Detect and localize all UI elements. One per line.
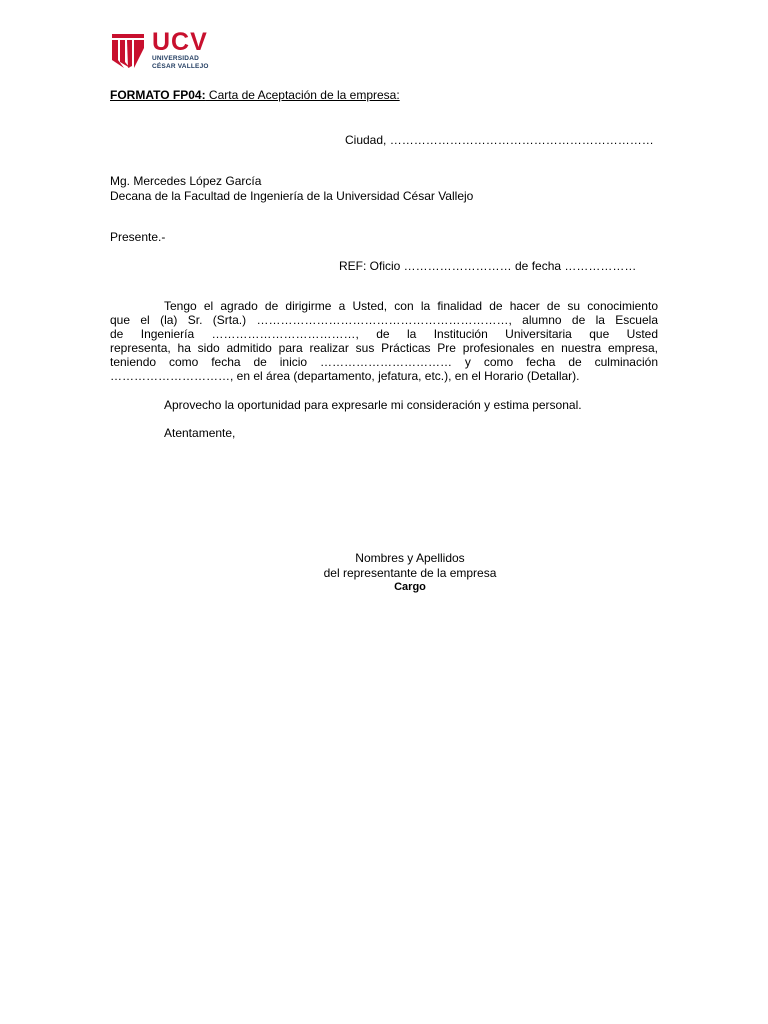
signature-position: Cargo — [394, 581, 426, 593]
body-paragraph — [110, 299, 658, 384]
document-title-code: FORMATO FP04: — [110, 88, 206, 102]
body-line: representa, ha sido admitido para realizar sus Prácticas Pre profesionales en nuestra empresa, — [110, 341, 658, 356]
recipient-block — [110, 174, 473, 203]
logo-name: UCV — [152, 28, 208, 56]
ucv-logo — [110, 28, 220, 72]
body-line: teniendo como fecha de inicio …………………………… y como fecha de culminación — [110, 355, 658, 370]
logo-line-1: UNIVERSIDAD — [152, 55, 199, 62]
body-line: …………………………, en el área (departamento, jefatura, etc.), en el Horario (Detallar). — [110, 369, 580, 384]
ucv-shield-icon — [110, 32, 146, 70]
farewell: Atentamente, — [164, 426, 236, 440]
logo-text — [152, 30, 209, 70]
greeting: Presente.- — [110, 230, 166, 244]
logo-line-2: CÉSAR VALLEJO — [152, 62, 209, 70]
closing-sentence: Aprovecho la oportunidad para expresarle mi consideración y estima personal. — [164, 398, 582, 412]
document-title-text: Carta de Aceptación de la empresa: — [205, 88, 400, 102]
body-line: de Ingeniería ………………………………, de la Institución Universitaria que Usted — [110, 327, 658, 342]
recipient-name: Mg. Mercedes López García — [110, 174, 262, 188]
city-date-line: Ciudad, ………………………………………………………… — [345, 133, 654, 147]
reference-line: REF: Oficio ……………………… de fecha ……………… — [339, 259, 637, 273]
body-line: que el (la) Sr. (Srta.) ………………………………………………………, alumno de la Escuela — [110, 313, 658, 328]
signature-representative: del representante de la empresa — [323, 565, 497, 580]
recipient-position: Decana de la Facultad de Ingeniería de la Universidad César Vallejo — [110, 188, 474, 203]
signature-name-placeholder: Nombres y Apellidos — [355, 551, 465, 565]
body-line: Tengo el agrado de dirigirme a Usted, con la finalidad de hacer de su conocimiento — [164, 299, 658, 313]
signature-block — [270, 551, 550, 595]
document-title — [110, 88, 400, 102]
